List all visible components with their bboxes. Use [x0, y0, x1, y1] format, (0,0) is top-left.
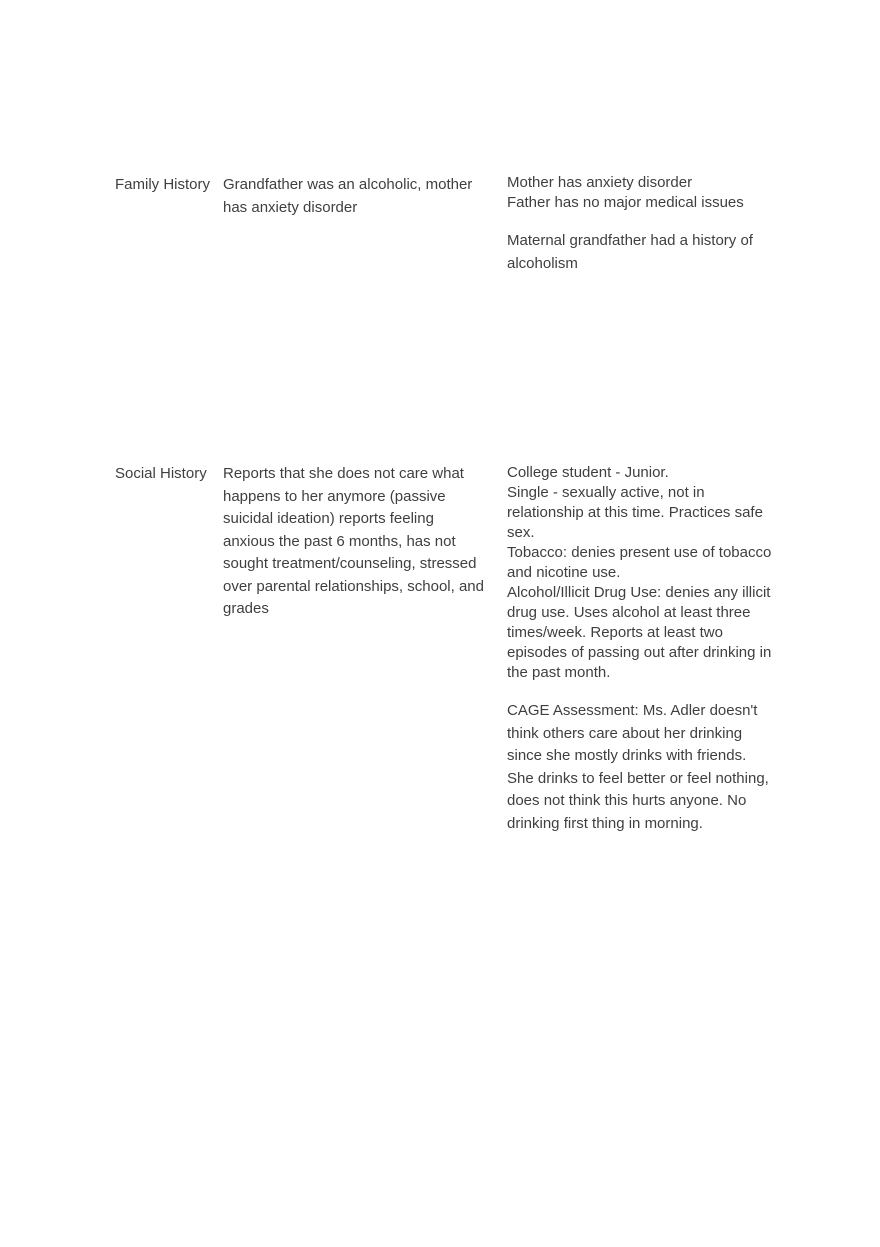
family-history-line-father: Father has no major medical issues	[507, 194, 744, 211]
family-history-line-mother: Mother has anxiety disorder	[507, 174, 693, 191]
family-history-subjective: Grandfather was an alcoholic, mother has anxiety disorder	[223, 176, 473, 216]
social-history-objective	[507, 463, 772, 835]
family-history-grandfather-note: Maternal grandfather had a history of alcoholism	[507, 232, 753, 272]
social-history-label: Social History	[115, 465, 207, 482]
social-history-line-relationship: Single - sexually active, not in relationship at this time. Practices safe sex.	[507, 484, 763, 541]
social-history-line-alcohol: Alcohol/Illicit Drug Use: denies any illicit drug use. Uses alcohol at least three times/week. Reports at least two episodes of passing out after drinking in the past month.	[507, 584, 772, 681]
cage-assessment: CAGE Assessment: Ms. Adler doesn't think others care about her drinking since she mostly drinks with friends. She drinks to feel better or feel nothing, does not think this hurts anyone. No drinking first thing in morning.	[507, 702, 769, 832]
social-history-line-education: College student - Junior.	[507, 464, 669, 481]
social-history-objective-block	[507, 463, 772, 683]
family-history-label: Family History	[115, 176, 211, 193]
social-history-subjective: Reports that she does not care what happens to her anymore (passive suicidal ideation) reports feeling anxious the past 6 months, has not sought treatment/counseling, stressed over parental relationships, school, and grades	[223, 465, 484, 617]
social-history-line-tobacco: Tobacco: denies present use of tobacco and nicotine use.	[507, 544, 772, 581]
family-history-objective	[507, 173, 772, 275]
family-history-objective-block	[507, 173, 772, 213]
